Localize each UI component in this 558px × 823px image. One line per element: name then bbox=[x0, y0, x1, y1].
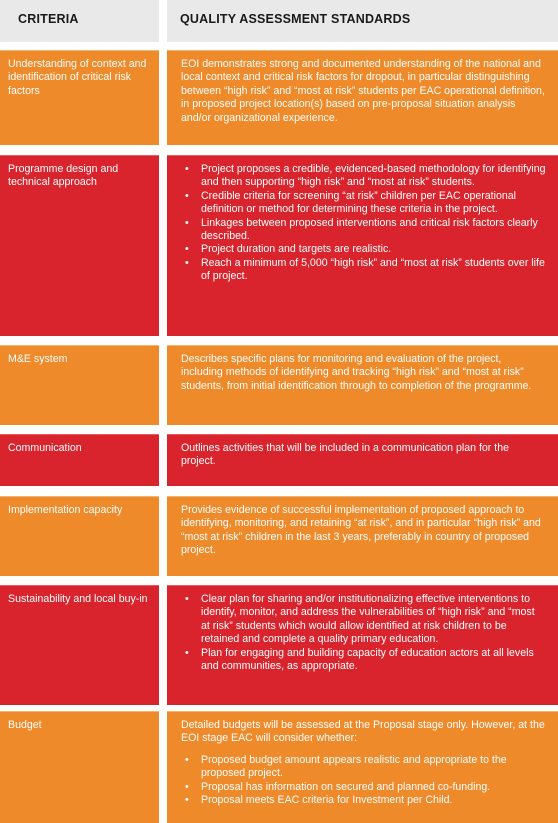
criteria-cell bbox=[0, 345, 159, 425]
criteria-cell bbox=[0, 434, 159, 486]
criteria-column-header bbox=[0, 0, 159, 42]
criteria-text: Programme design and technical approach bbox=[8, 163, 119, 189]
table-row-programme-design bbox=[0, 155, 558, 336]
standard-text: Describes specific plans for monitoring and evaluation of the project, including methods of identifying and tracking “high risk” and “most at risk” students, from initial identification through to completion of the programme. bbox=[181, 353, 532, 392]
standards-column-header bbox=[167, 0, 558, 42]
criteria-header-label: CRITERIA bbox=[18, 12, 79, 26]
bullet-item: • Proposal meets EAC criteria for Investment per Child. bbox=[181, 794, 546, 807]
criteria-text: Sustainability and local buy-in bbox=[8, 593, 148, 605]
criteria-text: Understanding of context and identification of critical risk factors bbox=[8, 58, 147, 97]
criteria-cell bbox=[0, 711, 159, 823]
standard-cell bbox=[167, 711, 558, 823]
standard-text: Provides evidence of successful implementation of proposed approach to identifying, monitoring, and retaining “at risk”, and in particular “high risk” and “most at risk” children in the last 3 years, preferably in country of proposed project. bbox=[181, 504, 541, 557]
table-row-me-system bbox=[0, 345, 558, 425]
bullet-item: • Proposed budget amount appears realistic and appropriate to the proposed project. bbox=[181, 754, 546, 781]
bullet-item: • Credible criteria for screening “at risk” children per EAC operational definition or method for determining these criteria in the project. bbox=[181, 190, 546, 217]
bullet-item: • Project duration and targets are realistic. bbox=[181, 243, 546, 256]
standard-cell bbox=[167, 434, 558, 486]
bullet-item: • Linkages between proposed interventions and critical risk factors clearly described. bbox=[181, 217, 546, 244]
table-row-implementation-capacity bbox=[0, 496, 558, 576]
criteria-text: Budget bbox=[8, 719, 42, 731]
bullet-item: • Clear plan for sharing and/or institutionalizing effective interventions to identify, monitor, and address the vulnerabilities of “high risk” and “most at risk” students which would allow identified at risk children to be retained and complete a quality primary education. bbox=[181, 593, 546, 647]
standards-header-label: QUALITY ASSESSMENT STANDARDS bbox=[180, 12, 411, 26]
bullet-item: • Plan for engaging and building capacity of education actors at all levels and communities, as appropriate. bbox=[181, 647, 546, 674]
standard-text: EOI demonstrates strong and documented understanding of the national and local context and critical risk factors for dropout, in particular distinguishing between “high risk” and “most at risk” students per EAC operational definition, in proposed project location(s) based on pre-proposal situation analysis and/or organizational experience. bbox=[181, 58, 545, 124]
standard-cell bbox=[167, 345, 558, 425]
standard-cell bbox=[167, 496, 558, 576]
bullet-item: • Reach a minimum of 5,000 “high risk” and “most at risk” students over life of project. bbox=[181, 257, 546, 284]
standard-cell bbox=[167, 585, 558, 705]
standard-bullet-list bbox=[181, 754, 546, 808]
criteria-text: Implementation capacity bbox=[8, 504, 123, 516]
bullet-item: • Project proposes a credible, evidenced-based methodology for identifying and then supporting “high risk” and “most at risk” students. bbox=[181, 163, 546, 190]
standard-intro-text: Detailed budgets will be assessed at the Proposal stage only. However, at the EOI stage EAC will consider whether: bbox=[181, 719, 545, 745]
table-row-budget bbox=[0, 711, 558, 823]
standard-cell bbox=[167, 155, 558, 336]
criteria-text: Communication bbox=[8, 442, 82, 454]
table-row-sustainability bbox=[0, 585, 558, 705]
standard-cell bbox=[167, 50, 558, 145]
table-row-communication bbox=[0, 434, 558, 486]
table-row-context bbox=[0, 50, 558, 145]
criteria-cell bbox=[0, 50, 159, 145]
criteria-text: M&E system bbox=[8, 353, 68, 365]
table-header bbox=[0, 0, 558, 42]
criteria-cell bbox=[0, 155, 159, 336]
standard-bullet-list bbox=[181, 593, 546, 673]
criteria-cell bbox=[0, 496, 159, 576]
standard-text: Outlines activities that will be included in a communication plan for the project. bbox=[181, 442, 509, 468]
bullet-item: • Proposal has information on secured and planned co-funding. bbox=[181, 781, 546, 794]
standard-bullet-list bbox=[181, 163, 546, 284]
criteria-cell bbox=[0, 585, 159, 705]
